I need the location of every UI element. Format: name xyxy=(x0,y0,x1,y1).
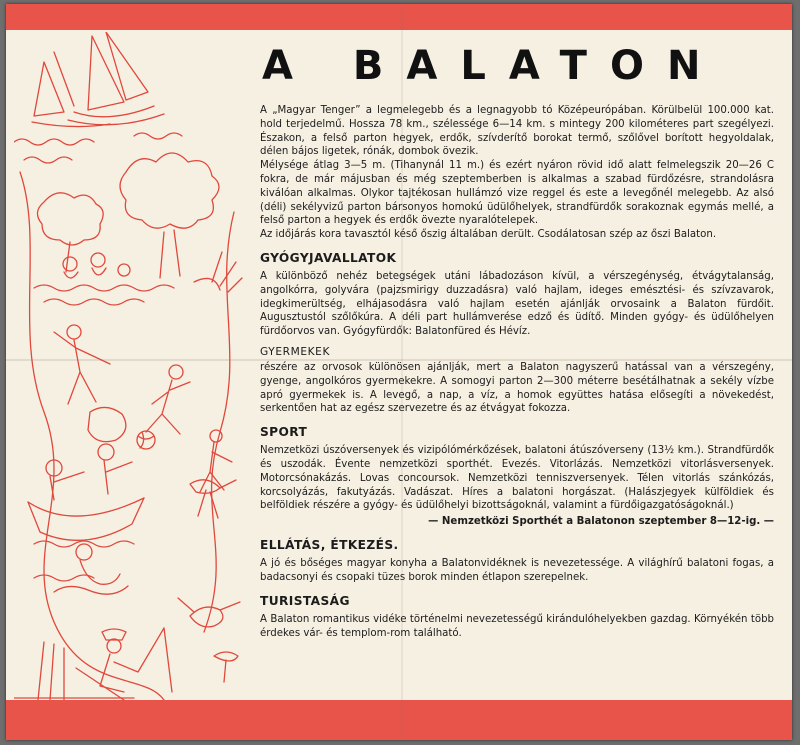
section-heading-ellatas: ELLÁTÁS, ÉTKEZÉS. xyxy=(260,538,399,553)
bathers-drawing xyxy=(34,253,174,305)
intro-paragraph-3: Az időjárás kora tavasztól késő őszig általában derült. Csodálatosan szép az őszi Balaton. xyxy=(260,229,717,241)
section-text-turistasag: A Balaton romantikus vidéke történelmi nevezetességű kirándulóhelyekben gazdag. Környékén több érdekes vár- és templom-rom található. xyxy=(260,613,774,639)
text-column xyxy=(260,42,774,640)
intro-paragraph-1: A „Magyar Tenger” a legmelegebb és a legnagyobb tó Középeurópában. Körülbelül 100.000 kat. hold terjedelmű. Hossza 78 km., szélessége 6—14 km. s mintegy 200 kilométeres part szegélyezi. Északon, a felső parton hegyek, erdők, szívderítő borokat termő, szőlővel borított hegyoldalak, délen bájos ligetek, rónák, dombok övezik. xyxy=(260,105,774,158)
section-text-gyermekek: részére az orvosok különösen ajánlják, mert a Balaton nagyszerű hatással van a vérszegény, gyenge, angolkóros gyermekekre. A somogyi parton 2—300 méterre besétálhatnak a sekély vízbe apró gyermekek is. A levegő, a nap, a víz, a homok együttes hatása elősegíti a növekedést, serkentően hat az egész szervezetre és az étvágyat fokozza. xyxy=(260,361,774,415)
section-text-sport: Nemzetközi úszóversenyek és vizipólómérkőzések, balatoni átúszóverseny (13½ km.). Strandfürdők és uszodák. Évente nemzetközi sporthét. Evezés. Vitorlázás. Nemzetközi vitorlásversenyek. Motorcsónakázás. Lovas concoursok. Nemzetközi tenniszversenyek. Télen vitorlás szánkózás, korcsolyázás, fakutyázás. Vadászat. Híres a balatoni horgászat. (Halászjegyek külföldiek és belföldiek részére a gyógy- és üdülőhelyi bizottságoknál, valamint a fürdőigazgatóságoknál.) xyxy=(260,445,774,512)
sailboat-drawing xyxy=(32,32,164,127)
section-text-gyogyjavallatok: A különböző nehéz betegségek utáni lábadozáson kívül, a vérszegénység, étvágytalanság, angolkórra, golyvára (pajzsmirigy duzzadásra) való hajlam, ideges emésztési- és szívzavarok, idegkimerültség, elhájasodásra való hajlam esetén ajánlják orvosaink a Balaton fürdőit. Augusztustól szőlőkúra. A déli part hullámverése edző és üdítő. Minden gyógy- és üdülőhelyen fürdőorvos van. Gyógyfürdők: Balatonfüred és Hévíz. xyxy=(260,270,774,338)
top-red-band xyxy=(6,4,792,30)
beach-game-drawing xyxy=(54,325,232,492)
balaton-illustration xyxy=(14,32,246,700)
page-title: A BALATON xyxy=(262,43,724,89)
heron-drawing xyxy=(178,480,240,682)
section-text-ellatas: A jó és bőséges magyar konyha a Balatonvidéknek is nevezetessége. A világhírű balatoni fogas, a badacsonyi és csopaki tüzes borok minden étlapon szerepelnek. xyxy=(260,558,774,583)
section-heading-turistasag: TURISTASÁG xyxy=(260,593,350,608)
waves-drawing xyxy=(14,133,182,163)
swimmer-drawing xyxy=(34,544,128,594)
rowboat-drawing xyxy=(28,444,144,547)
sport-week-note: — Nemzetközi Sporthét a Balatonon szeptember 8—12-ig. — xyxy=(428,516,774,528)
brochure-page xyxy=(6,4,792,740)
bottom-red-band xyxy=(6,700,792,740)
section-heading-sport: SPORT xyxy=(260,425,308,440)
fisherman-drawing xyxy=(14,628,172,700)
intro-paragraph-2: Mélysége átlag 3—5 m. (Tihanynál 11 m.) és ezért nyáron rövid idő alatt felmelegszik 20—26 C fokra, de már májusban és még szeptemberben is alkalmas a szabad fürdőzésre, strandolásra kiválóan alkalmas. Olykor tajtékosan hullámzó vize reggel és este a levegőnél melegebb. Az alsó (déli) sekélyvizű parton bársonyos homokú üdülőhelyek, strandfürdők sorakoznak egymás mellé, a felső parton a hegyek és erdők övezte nyaralótelepek. xyxy=(260,160,774,227)
section-heading-gyermekek: GYERMEKEK xyxy=(260,345,331,358)
decorative-swirl-right xyxy=(204,212,234,632)
section-heading-gyogyjavallatok: GYÓGYJAVALLATOK xyxy=(260,250,397,265)
